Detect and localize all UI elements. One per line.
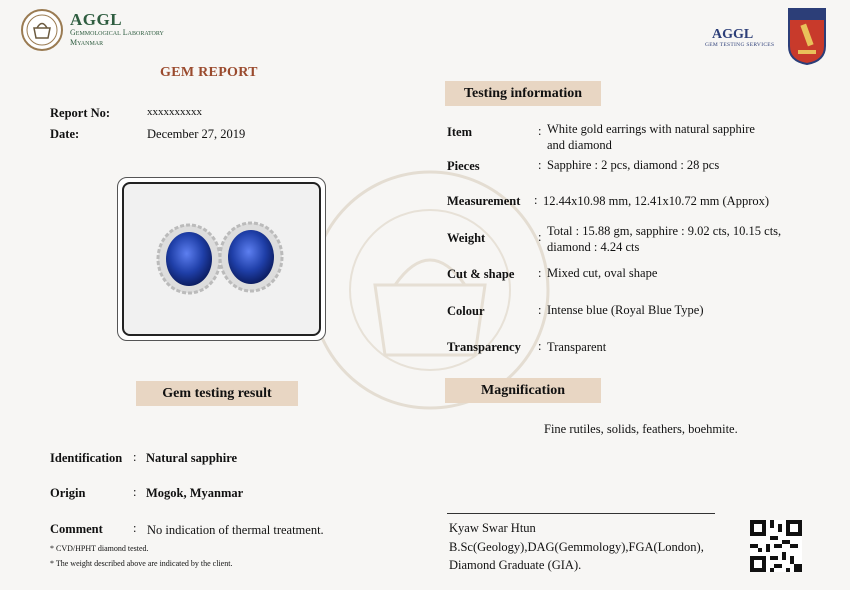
identification-value: Natural sapphire [146, 451, 238, 465]
origin-label: Origin [50, 486, 86, 500]
cut-shape-value: Mixed cut, oval shape [547, 266, 658, 280]
cut-shape-colon: : [538, 266, 542, 280]
gem-photo [122, 182, 321, 336]
origin-value: Mogok, Myanmar [146, 486, 244, 500]
origin-colon: : [133, 485, 137, 499]
comment-value: No indication of thermal treatment. [147, 523, 324, 537]
pieces-colon: : [538, 158, 542, 172]
weight-label: Weight [447, 231, 486, 245]
measurement-label: Measurement [447, 194, 521, 208]
colour-label: Colour [447, 304, 485, 318]
date-value: December 27, 2019 [147, 127, 246, 141]
brand-line-1: Gemmological Laboratory [70, 28, 164, 37]
testing-info-heading: Testing information [445, 81, 601, 106]
signer-credentials: B.Sc(Geology),DAG(Gemmology),FGA(London), [449, 540, 704, 554]
weight-colon: : [538, 230, 542, 244]
item-value-line2: and diamond [547, 138, 612, 152]
report-no-label: Report No: [50, 106, 111, 120]
brand-line-2: Myanmar [70, 38, 104, 47]
item-value: White gold earrings with natural sapphire [547, 122, 755, 136]
identification-colon: : [133, 450, 137, 464]
brand-name: AGGL [70, 10, 123, 29]
pieces-label: Pieces [447, 159, 480, 173]
report-no-value: xxxxxxxxxx [147, 106, 202, 118]
transparency-label: Transparency [447, 340, 521, 354]
weight-value: Total : 15.88 gm, sapphire : 9.02 cts, 10.15 cts, [547, 224, 782, 238]
qr-code-icon [750, 520, 802, 572]
cut-shape-label: Cut & shape [447, 267, 515, 281]
pieces-value: Sapphire : 2 pcs, diamond : 28 pcs [547, 158, 720, 172]
identification-label: Identification [50, 451, 123, 465]
note-cvd: * CVD/HPHT diamond tested. [50, 544, 149, 553]
note-weight: * The weight described above are indicated by the client. [50, 559, 233, 568]
gem-result-heading: Gem testing result [136, 381, 298, 406]
signature-line [447, 513, 715, 514]
comment-label: Comment [50, 522, 103, 536]
microscope-shield-icon [786, 6, 828, 66]
gem-photo-frame [117, 177, 326, 341]
date-label: Date: [50, 127, 80, 141]
right-brand-subtitle: GEM TESTING SERVICES [705, 42, 775, 48]
signer-name: Kyaw Swar Htun [449, 521, 536, 535]
transparency-value: Transparent [547, 340, 607, 354]
magnification-text: Fine rutiles, solids, feathers, boehmite. [544, 422, 738, 436]
comment-colon: : [133, 521, 137, 535]
item-colon: : [538, 124, 542, 138]
weight-value-line2: diamond : 4.24 cts [547, 240, 640, 254]
colour-value: Intense blue (Royal Blue Type) [547, 303, 704, 317]
measurement-value: 12.44x10.98 mm, 12.41x10.72 mm (Approx) [543, 194, 770, 208]
colour-colon: : [538, 303, 542, 317]
magnification-heading: Magnification [445, 378, 601, 403]
earrings-image [124, 184, 319, 334]
signer-title: Diamond Graduate (GIA). [449, 558, 582, 572]
measurement-colon: : [534, 193, 538, 207]
transparency-colon: : [538, 339, 542, 353]
aggl-crest-icon [20, 8, 64, 52]
right-brand-name: AGGL [712, 27, 754, 42]
brand-subtitle [70, 28, 164, 48]
report-title: GEM REPORT [160, 65, 258, 80]
item-label: Item [447, 125, 472, 139]
